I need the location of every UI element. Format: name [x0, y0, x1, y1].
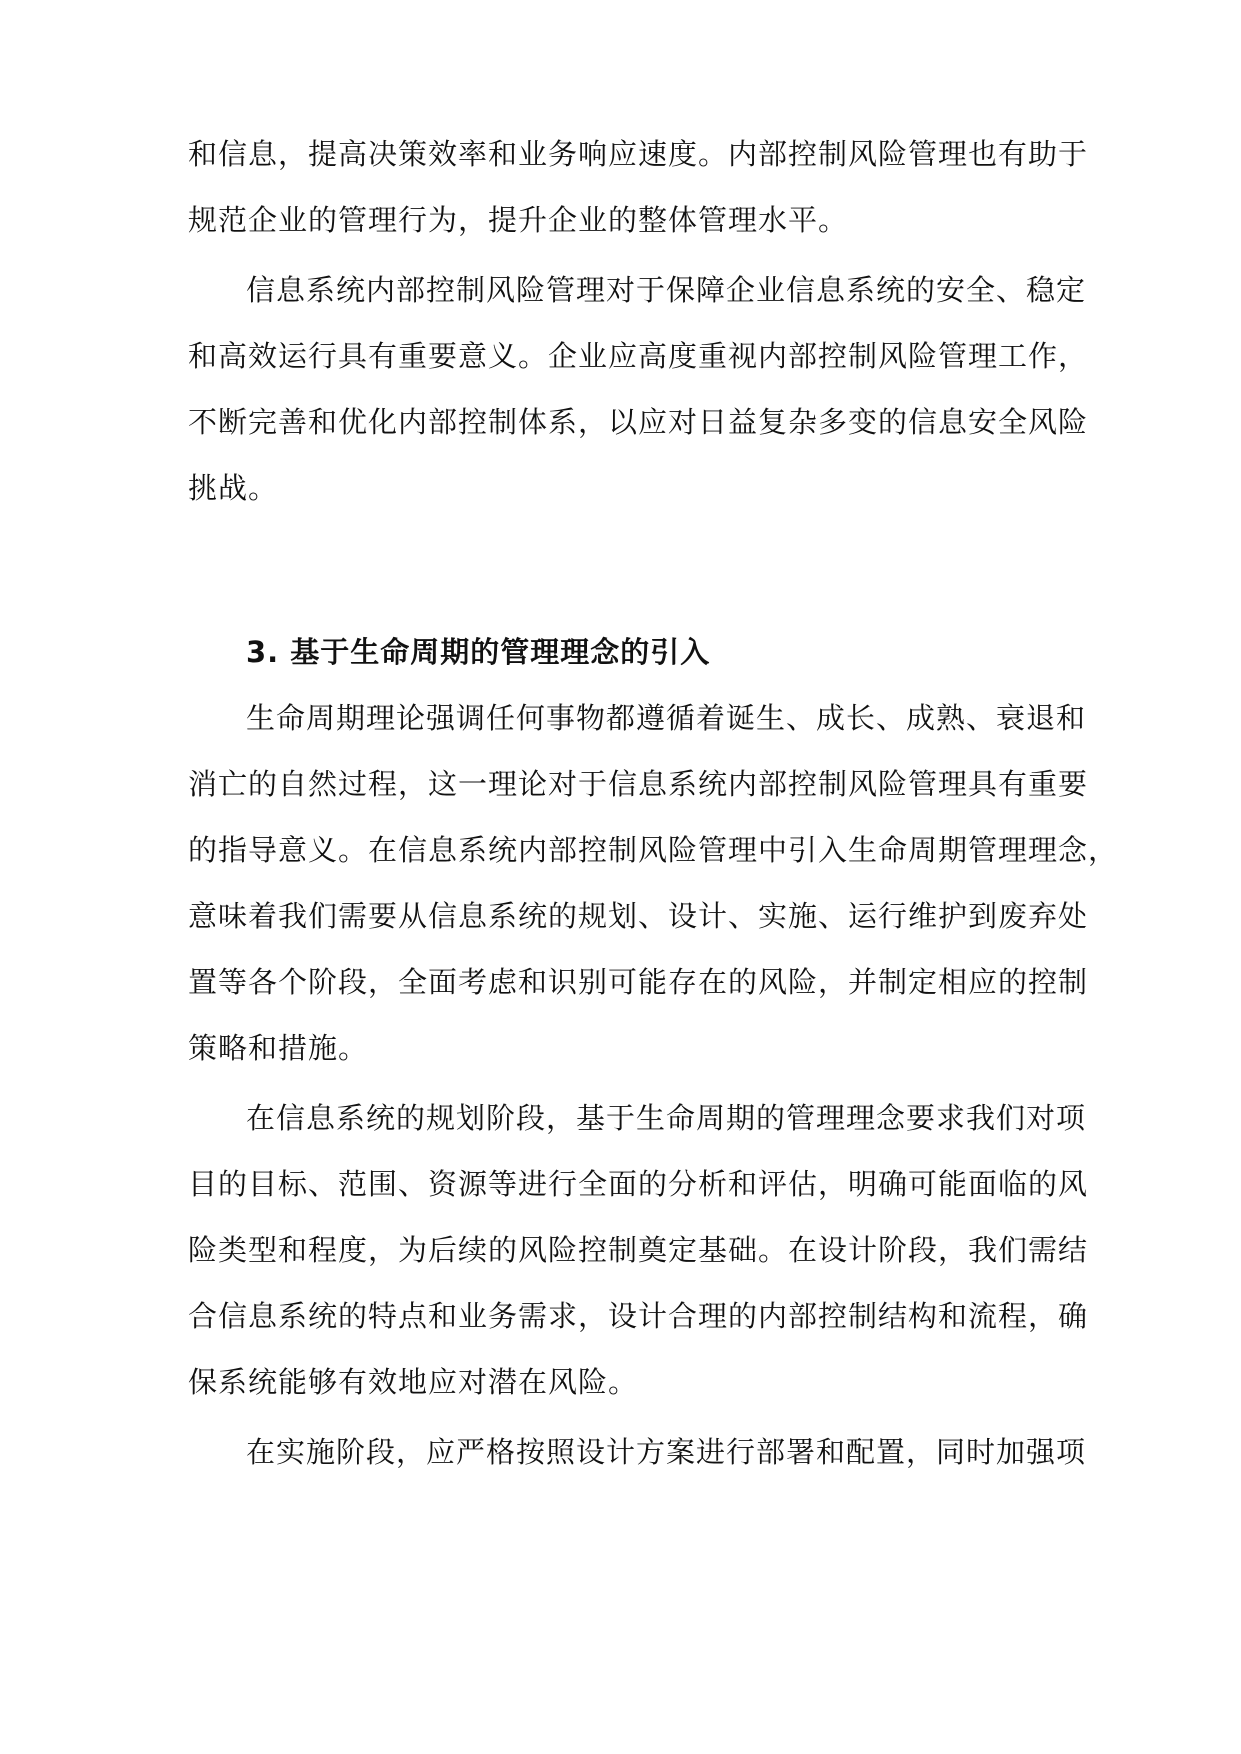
paragraph-2-line-2: 和高效运行具有重要意义。企业应高度重视内部控制风险管理工作， [188, 339, 1089, 373]
paragraph-4-line-1: 在信息系统的规划阶段，基于生命周期的管理理念要求我们对项 [246, 1101, 1087, 1135]
paragraph-1-line-2: 规范企业的管理行为，提升企业的整体管理水平。 [188, 203, 849, 237]
paragraph-4-line-2: 目的目标、范围、资源等进行全面的分析和评估，明确可能面临的风 [188, 1167, 1089, 1201]
paragraph-4-line-4: 合信息系统的特点和业务需求，设计合理的内部控制结构和流程，确 [188, 1299, 1089, 1333]
paragraph-2-line-4: 挑战。 [188, 471, 279, 505]
paragraph-2-line-1: 信息系统内部控制风险管理对于保障企业信息系统的安全、稳定 [246, 273, 1087, 307]
paragraph-4-line-5: 保系统能够有效地应对潜在风险。 [188, 1365, 639, 1399]
paragraph-4-line-3: 险类型和程度，为后续的风险控制奠定基础。在设计阶段，我们需结 [188, 1233, 1089, 1267]
paragraph-3-line-4: 意味着我们需要从信息系统的规划、设计、实施、运行维护到废弃处 [188, 899, 1089, 933]
paragraph-2-line-3: 不断完善和优化内部控制体系，以应对日益复杂多变的信息安全风险 [188, 405, 1089, 439]
paragraph-1-line-1: 和信息，提高决策效率和业务响应速度。内部控制风险管理也有助于 [188, 137, 1089, 171]
paragraph-3-line-3: 的指导意义。在信息系统内部控制风险管理中引入生命周期管理理念， [188, 833, 1119, 867]
paragraph-3-line-5: 置等各个阶段，全面考虑和识别可能存在的风险，并制定相应的控制 [188, 965, 1089, 999]
paragraph-5-line-1: 在实施阶段，应严格按照设计方案进行部署和配置，同时加强项 [246, 1435, 1087, 1469]
paragraph-3-line-1: 生命周期理论强调任何事物都遵循着诞生、成长、成熟、衰退和 [246, 701, 1087, 735]
paragraph-3-line-6: 策略和措施。 [188, 1031, 369, 1065]
paragraph-3-line-2: 消亡的自然过程，这一理论对于信息系统内部控制风险管理具有重要 [188, 767, 1089, 801]
section-heading: 3. 基于生命周期的管理理念的引入 [246, 635, 711, 669]
